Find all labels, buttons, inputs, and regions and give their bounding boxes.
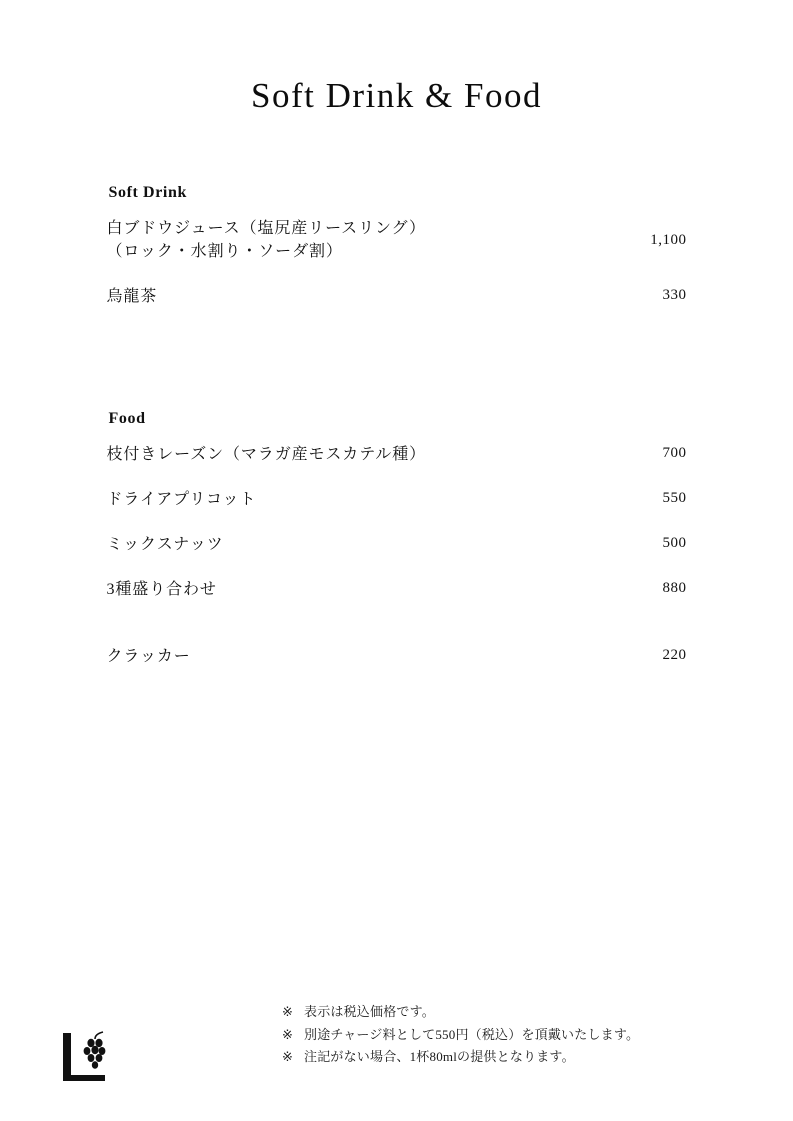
menu-item-name: ドライアプリコット [106, 490, 257, 508]
menu-item-price: 220 [662, 647, 687, 664]
menu-item-price: 880 [662, 580, 687, 597]
page-footer [0, 1003, 793, 1095]
menu-item-name: 枝付きレーズン（マラガ産モスカテル種） [106, 445, 427, 463]
row-spacer [107, 471, 687, 483]
menu-item-price: 1,100 [650, 231, 687, 248]
menu-item-name: 烏龍茶 [106, 288, 158, 306]
menu-item [107, 280, 687, 313]
menu-item [107, 573, 687, 606]
menu-item [107, 528, 687, 561]
menu-item-price: 330 [662, 287, 687, 304]
menu-item-name [107, 217, 617, 263]
section-spacer [107, 314, 687, 410]
menu-item-price: 700 [662, 444, 687, 461]
note-text: 表示は税込価格です。 [304, 1003, 435, 1019]
menu-content [107, 116, 687, 674]
menu-item [107, 483, 687, 516]
brand-logo-icon [55, 1027, 113, 1089]
footer-notes [282, 1001, 639, 1069]
menu-item-name: クラッカー [106, 648, 191, 666]
section-heading-soft-drink: Soft Drink [108, 184, 187, 201]
menu-item [107, 438, 687, 471]
section-food [107, 410, 687, 674]
note-mark: ※ [282, 1003, 294, 1019]
menu-item-name: 3種盛り合わせ [106, 581, 217, 599]
menu-item-name: ミックスナッツ [106, 535, 224, 553]
note-text: 注記がない場合、1杯80mlの提供となります。 [304, 1049, 575, 1065]
footer-note [282, 1001, 639, 1024]
menu-item-price: 500 [662, 534, 687, 551]
row-spacer [107, 606, 687, 640]
menu-item-name-sub: （ロック・水割り・ソーダ割） [106, 243, 343, 261]
menu-item [107, 212, 687, 268]
menu-item [107, 640, 687, 673]
menu-item-price: 550 [662, 489, 687, 506]
footer-note [282, 1024, 639, 1047]
row-spacer [107, 268, 687, 280]
note-mark: ※ [282, 1049, 294, 1065]
menu-item-name-main: 白ブドウジュース（塩尻産リースリング） [106, 220, 426, 237]
note-mark: ※ [282, 1026, 294, 1042]
footer-note [282, 1046, 639, 1069]
section-soft-drink [107, 184, 687, 314]
row-spacer [107, 561, 687, 573]
section-heading-food: Food [108, 409, 146, 427]
row-spacer [107, 516, 687, 528]
page-title: Soft Drink & Food [251, 76, 542, 115]
note-text: 別途チャージ料として550円（税込）を頂戴いたします。 [304, 1026, 640, 1042]
